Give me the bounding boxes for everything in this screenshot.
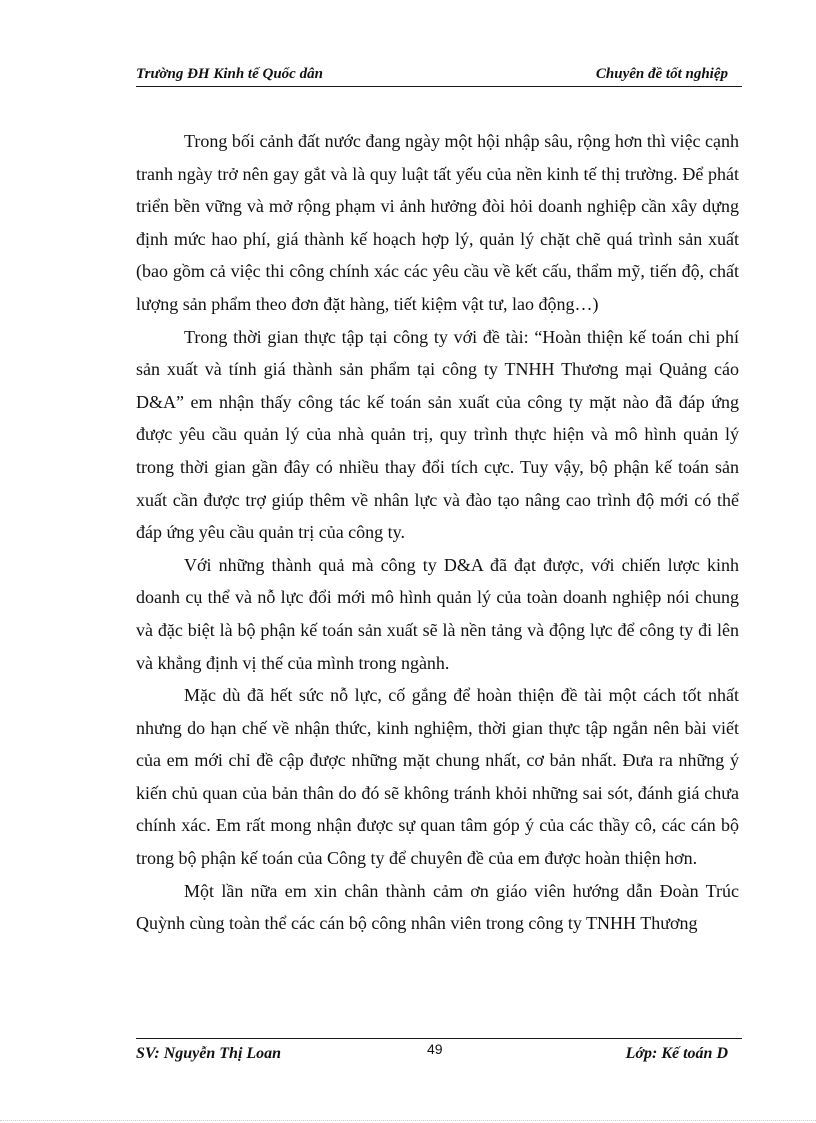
paragraph-4: Mặc dù đã hết sức nỗ lực, cố gắng để hoàn thiện đề tài một cách tốt nhất nhưng do hạn chế về nhận thức, kinh nghiệm, thời gian thực tập ngắn nên bài viết của em mới chỉ đề cập được những mặt chung nhất, cơ bản nhất. Đưa ra những ý kiến chủ quan của bản thân do đó sẽ không tránh khỏi những sai sót, đánh giá chưa chính xác. Em rất mong nhận được sự quan tâm góp ý của các thầy cô, các cán bộ trong bộ phận kế toán của Công ty để chuyên đề của em được hoàn thiện hơn. bbox=[136, 685, 739, 869]
footer-divider bbox=[136, 1038, 742, 1039]
page-edge-divider bbox=[0, 1120, 816, 1121]
page-header bbox=[136, 64, 742, 87]
paragraph-3: Với những thành quả mà công ty D&A đã đạt được, với chiến lược kinh doanh cụ thể và nỗ lực đổi mới mô hình quản lý của toàn doanh nghiệp nói chung và đặc biệt là bộ phận kế toán sản xuất sẽ là nền tảng và động lực để công ty đi lên và khẳng định vị thế của mình trong ngành. bbox=[136, 554, 739, 673]
header-doc-type: Chuyên đề tốt nghiệp bbox=[595, 66, 728, 82]
body-text bbox=[136, 125, 739, 940]
footer-student: SV: Nguyễn Thị Loan bbox=[136, 1045, 282, 1062]
paragraph-5: Một lần nữa em xin chân thành cảm ơn giáo viên hướng dẫn Đoàn Trúc Quỳnh cùng toàn thể các cán bộ công nhân viên trong công ty TNHH Thương bbox=[136, 880, 739, 934]
header-school: Trường ĐH Kinh tế Quốc dân bbox=[136, 66, 323, 82]
footer-class: Lớp: Kế toán D bbox=[625, 1045, 728, 1062]
paragraph-1: Trong bối cảnh đất nước đang ngày một hội nhập sâu, rộng hơn thì việc cạnh tranh ngày trở nên gay gắt và là quy luật tất yếu của nền kinh tế thị trường. Để phát triển bền vững và mở rộng phạm vi ảnh hưởng đòi hỏi doanh nghiệp cần xây dựng định mức hao phí, giá thành kế hoạch hợp lý, quản lý chặt chẽ quá trình sản xuất (bao gồm cả việc thi công chính xác các yêu cầu về kết cấu, thẩm mỹ, tiến độ, chất lượng sản phẩm theo đơn đặt hàng, tiết kiệm vật tư, lao động…) bbox=[136, 131, 739, 314]
page-footer bbox=[136, 1041, 742, 1071]
page-number: 49 bbox=[427, 1041, 443, 1057]
paragraph-2: Trong thời gian thực tập tại công ty với đề tài: “Hoàn thiện kế toán chi phí sản xuất và tính giá thành sản phẩm tại công ty TNHH Thương mại Quảng cáo D&A” em nhận thấy công tác kế toán sản xuất của công ty mặt nào đã đáp ứng được yêu cầu quản lý của nhà quản trị, quy trình thực hiện và mô hình quản lý trong thời gian gần đây có nhiều thay đổi tích cực. Tuy vậy, bộ phận kế toán sản xuất cần được trợ giúp thêm về nhân lực và đào tạo nâng cao trình độ mới có thể đáp ứng yêu cầu quản trị của công ty. bbox=[136, 326, 739, 543]
